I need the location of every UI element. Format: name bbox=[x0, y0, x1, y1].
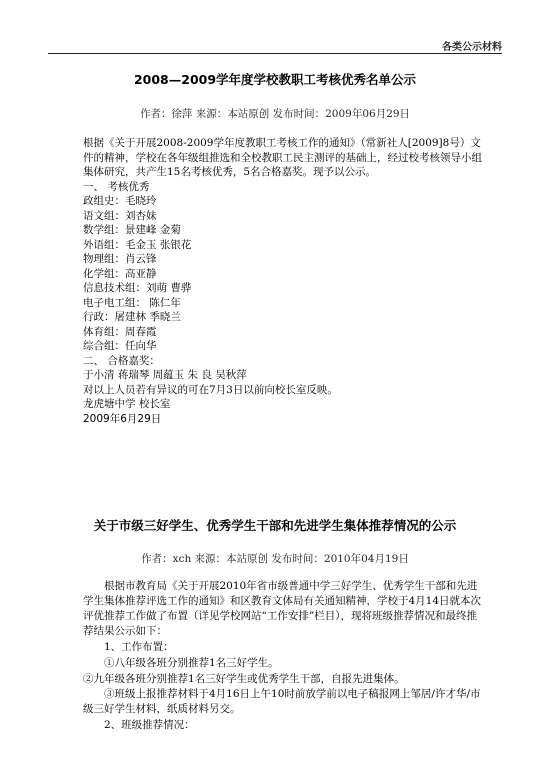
list-item: 行政：屠建林 季晓兰 bbox=[83, 311, 181, 323]
signature-org: 龙虎塘中学 校长室 bbox=[83, 398, 171, 410]
list-item: ①八年级各班分别推荐1名三好学生。 bbox=[104, 657, 279, 669]
article1-intro: 根据《关于开展2008-2009学年度教职工考核工作的通知》（常新社人[2009]8号）文件的精神，学校在各年级组推选和全校教职工民主测评的基础上，经过校考核领导小组集体研究，共产生15名考核优秀，5名合格嘉奖。现予以公示。 bbox=[83, 137, 482, 178]
list-item: 2、班级推荐情况： bbox=[104, 719, 195, 731]
list-item: 体育组：周春霞 bbox=[83, 325, 157, 338]
article2-title: 关于市级三好学生、优秀学生干部和先进学生集体推荐情况的公示 bbox=[93, 518, 457, 533]
article1-byline: 作者：徐萍 来源：本站原创 发布时间：2009年06月29日 bbox=[139, 108, 411, 120]
list-item: 对以上人员若有异议的可在7月3日以前向校长室反映。 bbox=[83, 383, 338, 396]
article2-body bbox=[83, 579, 483, 733]
list-item: 语文组：刘杏妹 bbox=[83, 209, 157, 222]
article1-body bbox=[83, 136, 483, 426]
list-item: 物理组：肖云锋 bbox=[83, 253, 157, 265]
header-divider bbox=[48, 53, 502, 54]
list-item: 政组史：毛晓玲 bbox=[83, 195, 157, 207]
article1-title: 2008—2009学年度学校教职工考核优秀名单公示 bbox=[133, 72, 417, 87]
list-item: 二、 合格嘉奖： bbox=[83, 354, 160, 367]
signature-date: 2009年6月29日 bbox=[83, 412, 162, 425]
list-item: 1、工作布置： bbox=[104, 641, 174, 653]
header-label: 各类公示材料 bbox=[442, 42, 502, 53]
article2-intro: 根据市教育局《关于开展2010年省市级普通中学三好学生、优秀学生干部和先进学生集体推荐评选工作的通知》和区教育文体局有关通知精神，学校于4月14日就本次评优推荐工作做了布置（详见学校网站“工作安排”栏目），现将班级推荐情况和最终推荐结果公示如下： bbox=[83, 580, 482, 637]
list-item: 综合组：任向华 bbox=[83, 340, 157, 352]
article1-list bbox=[83, 180, 483, 427]
list-item: 电子电工组： 陈仁年 bbox=[83, 296, 181, 309]
list-item: ③班级上报推荐材料于4月16日上午10时前放学前以电子稿报网上邹居/许才华/市级三好学生材料，纸质材料另交。 bbox=[83, 688, 481, 715]
list-item: ②九年级各班分别推荐1名三好学生或优秀学生干部，自报先进集体。 bbox=[83, 673, 405, 685]
list-item: 于小清 蒋瑞琴 周蕴玉 朱 良 吴秋萍 bbox=[83, 369, 247, 381]
article2-byline: 作者：xch 来源：本站原创 发布时间：2010年04月19日 bbox=[141, 553, 409, 565]
list-item: 数学组：景建峰 金菊 bbox=[83, 224, 181, 236]
list-item: 一、 考核优秀 bbox=[83, 180, 150, 193]
list-item: 化学组：高亚静 bbox=[83, 267, 157, 280]
list-item: 信息技术组：刘萌 曹骅 bbox=[83, 282, 192, 294]
article2-list bbox=[83, 639, 483, 671]
list-item: 外语组：毛金玉 张银花 bbox=[83, 238, 192, 251]
